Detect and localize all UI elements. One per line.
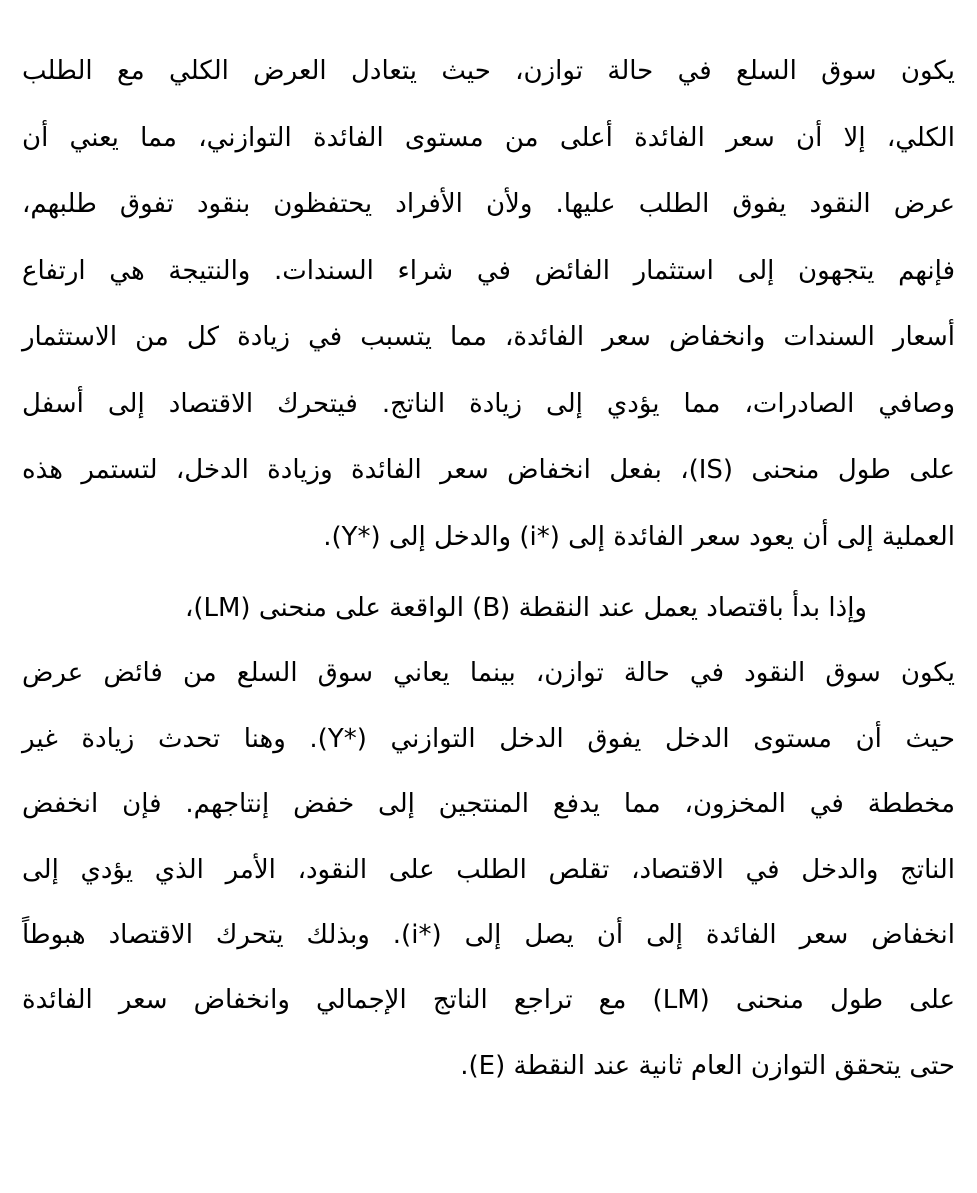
paragraph-1-line-3: عرض النقود يفوق الطلب عليها. ولأن الأفراد يحتفظون بنقود تفوق طلبهم، — [22, 189, 955, 219]
paragraph-2-line-5: الناتج والدخل في الاقتصاد، تقلص الطلب على النقود، الأمر الذي يؤدي إلى — [22, 854, 955, 885]
paragraph-1 — [22, 38, 955, 570]
paragraph-1-line-8: العملية إلى أن يعود سعر الفائدة إلى (*i) والدخل إلى (*Y). — [323, 521, 955, 552]
paragraph-1-line-5: أسعار السندات وانخفاض سعر الفائدة، مما يتسبب في زيادة كل من الاستثمار — [22, 322, 955, 352]
paragraph-1-line-2: الكلي، إلا أن سعر الفائدة أعلى من مستوى الفائدة التوازني، مما يعني أن — [22, 122, 955, 153]
paragraph-2-line-2: يكون سوق النقود في حالة توازن، بينما يعاني سوق السلع من فائض عرض — [22, 658, 955, 689]
paragraph-2-line-6: انخفاض سعر الفائدة إلى أن يصل إلى (*i). وبذلك يتحرك الاقتصاد هبوطاً — [22, 920, 956, 951]
paragraph-1-line-7: على طول منحنى (IS)، بفعل انخفاض سعر الفائدة وزيادة الدخل، لتستمر هذه — [22, 455, 955, 485]
paragraph-1-line-6: وصافي الصادرات، مما يؤدي إلى زيادة الناتج. فيتحرك الاقتصاد إلى أسفل — [22, 388, 955, 419]
paragraph-2-line-7: على طول منحنى (LM) مع تراجع الناتج الإجمالي وانخفاض سعر الفائدة — [22, 985, 955, 1016]
paragraph-2-line-4: مخططة في المخزون، مما يدفع المنتجين إلى خفض إنتاجهم. فإن انخفض — [22, 789, 955, 820]
paragraph-1-line-4: فإنهم يتجهون إلى استثمار الفائض في شراء السندات. والنتيجة هي ارتفاع — [22, 255, 955, 286]
cut-off-previous-line — [22, 0, 955, 18]
paragraph-2-line-1: وإذا بدأ باقتصاد يعمل عند النقطة (B) الواقعة على منحنى (LM)، — [184, 593, 867, 623]
paragraph-1-line-1: يكون سوق السلع في حالة توازن، حيث يتعادل العرض الكلي مع الطلب — [22, 56, 955, 86]
paragraph-2-line-8: حتى يتحقق التوازن العام ثانية عند النقطة (E). — [460, 1050, 955, 1081]
paragraph-2-line-3: حيث أن مستوى الدخل يفوق الدخل التوازني (*Y). وهنا تحدث زيادة غير — [22, 723, 955, 754]
paragraph-2 — [22, 576, 955, 1099]
